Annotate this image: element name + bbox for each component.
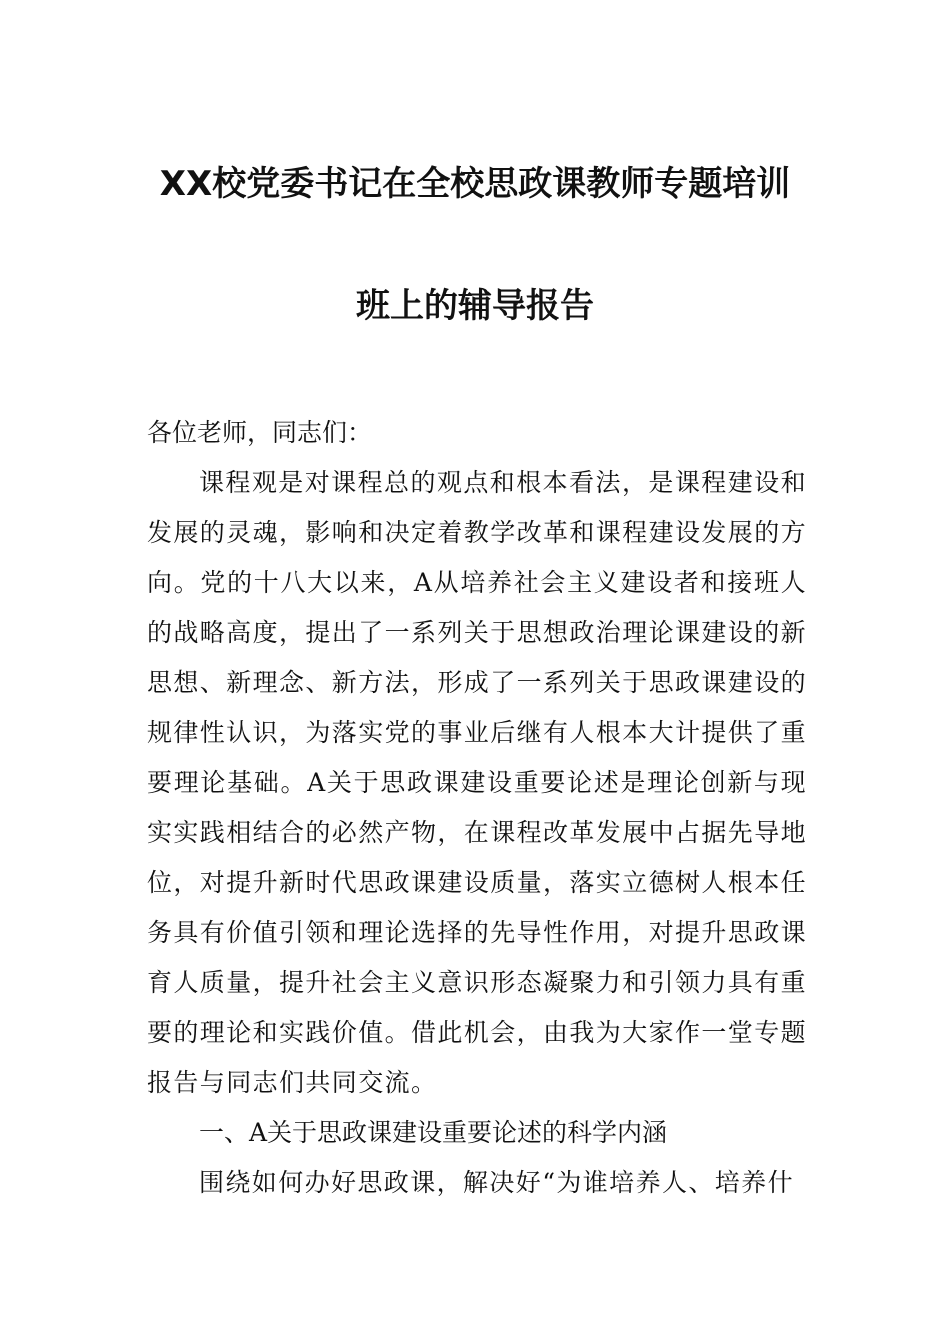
section-paragraph-1: 围绕如何办好思政课，解决好“为谁培养人、培养什 [199,1168,794,1197]
salutation: 各位老师，同志们： [147,418,373,447]
body-paragraph-1: 课程观是对课程总的观点和根本看法，是课程建设和发展的灵魂，影响和决定着教学改革和课程建设发展的方向。党的十八大以来，A从培养社会主义建设者和接班人的战略高度，提出了一系列关于思想政治理论课建设的新思想、新理念、新方法，形成了一系列关于思政课建设的规律性认识，为落实党的事业后继有人根本大计提供了重要理论基础。A关于思政课建设重要论述是理论创新与现实实践相结合的必然产物，在课程改革发展中占据先导地位，对提升新时代思政课建设质量，落实立德树人根本任务具有价值引领和理论选择的先导性作用，对提升思政课育人质量，提升社会主义意识形态凝聚力和引领力具有重要的理论和实践价值。借此机会，由我为大家作一堂专题报告与同志们共同交流。 [147,468,808,1097]
document-body [147,408,807,1208]
document-title-line-2: 班上的辅导报告 [356,286,594,326]
document-title-line-1: XX校党委书记在全校思政课教师专题培训 [159,164,791,204]
section-heading-1: 一、A关于思政课建设重要论述的科学内涵 [199,1118,668,1147]
